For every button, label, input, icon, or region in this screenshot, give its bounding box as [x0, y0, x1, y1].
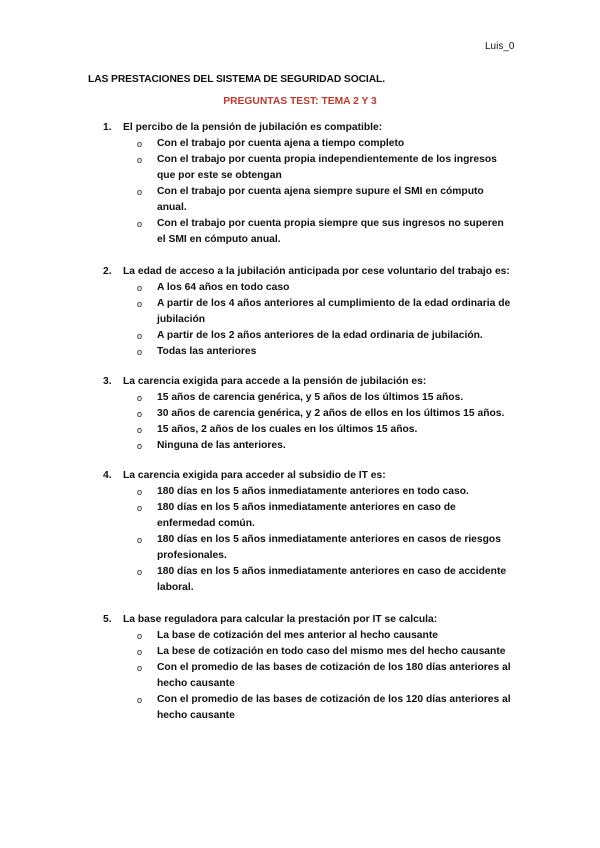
option-text: Con el trabajo por cuenta ajena siempre supure el SMI en cómputo anual.	[157, 186, 484, 213]
option-item	[103, 500, 543, 532]
bullet-icon: o	[137, 347, 143, 357]
bullet-icon: o	[137, 331, 143, 341]
question-number: 3.	[103, 376, 112, 387]
option-text: Con el promedio de las bases de cotización de los 120 días anteriores al hecho causante	[157, 694, 511, 721]
option-text: Todas las anteriores	[157, 346, 257, 357]
bullet-icon: o	[137, 503, 143, 513]
bullet-icon: o	[137, 487, 143, 497]
bullet-icon: o	[137, 631, 143, 641]
option-text: Ninguna de las anteriores.	[157, 440, 286, 451]
option-text: 15 años, 2 años de los cuales en los últimos 15 años.	[157, 424, 418, 435]
option-item	[103, 136, 543, 152]
option-item	[103, 628, 543, 644]
option-list	[103, 628, 543, 724]
option-item	[103, 564, 543, 596]
option-text: La bese de cotización en todo caso del mismo mes del hecho causante	[157, 646, 506, 657]
option-item	[103, 422, 543, 438]
author-name: Luis_0	[485, 41, 515, 52]
option-item	[103, 296, 543, 328]
option-item	[103, 406, 543, 422]
option-text: 180 días en los 5 años inmediatamente anteriores en caso de enfermedad común.	[157, 502, 456, 529]
option-text: A partir de los 4 años anteriores al cumplimiento de la edad ordinaria de jubilación	[157, 298, 511, 325]
question-number: 4.	[103, 470, 112, 481]
bullet-icon: o	[137, 567, 143, 577]
bullet-icon: o	[137, 219, 143, 229]
question-number: 1.	[103, 122, 112, 133]
option-list	[103, 484, 543, 596]
option-text: 180 días en los 5 años inmediatamente anteriores en casos de riesgos profesionales.	[157, 534, 501, 561]
option-item	[103, 644, 543, 660]
document-title: LAS PRESTACIONES DEL SISTEMA DE SEGURIDAD SOCIAL.	[88, 74, 385, 85]
bullet-icon: o	[137, 535, 143, 545]
option-text: La base de cotización del mes anterior al hecho causante	[157, 630, 438, 641]
bullet-icon: o	[137, 663, 143, 673]
bullet-icon: o	[137, 155, 143, 165]
option-item	[103, 692, 543, 724]
question-text: La base reguladora para calcular la prestación por IT se calcula:	[123, 614, 438, 625]
option-text: Con el trabajo por cuenta propia siempre que sus ingresos no superen el SMI en cómputo anual.	[157, 218, 504, 245]
option-text: Con el promedio de las bases de cotización de los 180 días anteriores al hecho causante	[157, 662, 511, 689]
option-item	[103, 184, 543, 216]
question-text: La carencia exigida para accede a la pensión de jubilación es:	[123, 376, 427, 387]
bullet-icon: o	[137, 441, 143, 451]
option-item	[103, 344, 543, 360]
option-list	[103, 390, 543, 454]
bullet-icon: o	[137, 299, 143, 309]
bullet-icon: o	[137, 283, 143, 293]
option-text: 15 años de carencia genérica, y 5 años de los últimos 15 años.	[157, 392, 464, 403]
bullet-icon: o	[137, 393, 143, 403]
bullet-icon: o	[137, 139, 143, 149]
question-4	[103, 468, 543, 596]
option-item	[103, 438, 543, 454]
option-item	[103, 152, 543, 184]
option-list	[103, 136, 543, 248]
bullet-icon: o	[137, 695, 143, 705]
option-item	[103, 532, 543, 564]
option-text: Con el trabajo por cuenta ajena a tiempo completo	[157, 138, 405, 149]
question-text: La edad de acceso a la jubilación anticipada por cese voluntario del trabajo es:	[123, 266, 510, 277]
option-text: 180 días en los 5 años inmediatamente anteriores en todo caso.	[157, 486, 469, 497]
bullet-icon: o	[137, 409, 143, 419]
option-item	[103, 328, 543, 344]
bullet-icon: o	[137, 187, 143, 197]
document-subtitle: PREGUNTAS TEST: TEMA 2 Y 3	[223, 96, 377, 107]
option-text: Con el trabajo por cuenta propia independientemente de los ingresos que por este se obtengan	[157, 154, 497, 181]
question-2	[103, 264, 543, 360]
option-item	[103, 484, 543, 500]
question-number: 2.	[103, 266, 112, 277]
question-3	[103, 374, 543, 454]
question-number: 5.	[103, 614, 112, 625]
option-item	[103, 280, 543, 296]
question-text: La carencia exigida para acceder al subsidio de IT es:	[123, 470, 386, 481]
question-1	[103, 120, 543, 248]
option-item	[103, 660, 543, 692]
option-text: 180 días en los 5 años inmediatamente anteriores en caso de accidente laboral.	[157, 566, 507, 593]
option-text: 30 años de carencia genérica, y 2 años de ellos en los últimos 15 años.	[157, 408, 505, 419]
option-text: A los 64 años en todo caso	[157, 282, 290, 293]
option-item	[103, 390, 543, 406]
question-5	[103, 612, 543, 724]
option-text: A partir de los 2 años anteriores de la edad ordinaria de jubilación.	[157, 330, 483, 341]
option-list	[103, 280, 543, 360]
question-text: El percibo de la pensión de jubilación es compatible:	[123, 122, 383, 133]
option-item	[103, 216, 543, 248]
bullet-icon: o	[137, 425, 143, 435]
bullet-icon: o	[137, 647, 143, 657]
